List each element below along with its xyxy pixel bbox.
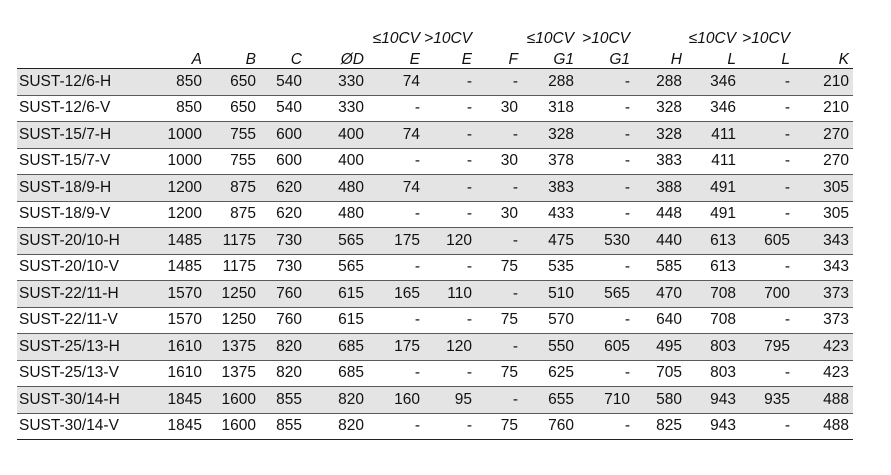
table-row [17,201,853,228]
condition-header: >10CV [424,30,472,47]
value-cell: 1570 [155,281,206,308]
value-cell: 1610 [155,360,206,387]
value-cell: 1375 [206,334,260,361]
value-cell: 943 [686,387,740,414]
value-cell: 305 [794,201,853,228]
value-cell: 175 [368,334,424,361]
value-cell: 943 [686,413,740,440]
value-cell: 1000 [155,148,206,175]
value-cell: 448 [634,201,686,228]
value-cell: 330 [306,69,368,96]
value-cell: 160 [368,387,424,414]
condition-header-row [17,28,853,47]
value-cell: 613 [686,254,740,281]
value-cell: 165 [368,281,424,308]
value-cell: - [476,122,522,149]
model-cell: SUST-12/6-V [17,95,155,122]
value-cell: - [424,122,476,149]
value-cell: 795 [740,334,794,361]
value-cell: - [578,254,634,281]
condition-header: >10CV [582,30,630,47]
value-cell: 710 [578,387,634,414]
table-row [17,148,853,175]
value-cell: 346 [686,95,740,122]
value-cell: 343 [794,228,853,255]
value-cell: 383 [522,175,578,202]
value-cell: 705 [634,360,686,387]
condition-header: >10CV [742,30,790,47]
table-row [17,122,853,149]
value-cell: 400 [306,148,368,175]
model-cell: SUST-22/11-V [17,307,155,334]
value-cell: - [578,413,634,440]
value-cell: 30 [476,148,522,175]
value-cell: 600 [260,122,306,149]
value-cell: - [368,413,424,440]
value-cell: 330 [306,95,368,122]
model-cell: SUST-15/7-V [17,148,155,175]
value-cell: 120 [424,334,476,361]
value-cell: 488 [794,387,853,414]
value-cell: 270 [794,148,853,175]
value-cell: - [740,148,794,175]
value-cell: - [578,69,634,96]
value-cell: 495 [634,334,686,361]
value-cell: 175 [368,228,424,255]
value-cell: 820 [260,334,306,361]
table-row [17,95,853,122]
value-cell: 346 [686,69,740,96]
value-cell: 565 [306,254,368,281]
table-row [17,334,853,361]
value-cell: 760 [522,413,578,440]
value-cell: 685 [306,360,368,387]
dimensions-table [17,28,853,440]
value-cell: 708 [686,281,740,308]
value-cell: 825 [634,413,686,440]
value-cell: - [578,122,634,149]
value-cell: 1845 [155,387,206,414]
value-cell: 565 [578,281,634,308]
value-cell: 1000 [155,122,206,149]
value-cell: - [368,201,424,228]
value-cell: 210 [794,69,853,96]
value-cell: 613 [686,228,740,255]
value-cell: 708 [686,307,740,334]
value-cell: - [368,95,424,122]
value-cell: 565 [306,228,368,255]
column-header: G1 [578,47,634,69]
value-cell: 491 [686,201,740,228]
value-cell: 875 [206,175,260,202]
value-cell: 730 [260,254,306,281]
model-cell: SUST-15/7-H [17,122,155,149]
value-cell: - [368,148,424,175]
value-cell: 440 [634,228,686,255]
value-cell: 110 [424,281,476,308]
value-cell: 820 [306,387,368,414]
value-cell: - [424,413,476,440]
column-header: ØD [306,47,368,69]
value-cell: 625 [522,360,578,387]
value-cell: 1200 [155,175,206,202]
value-cell: 1610 [155,334,206,361]
value-cell: - [476,228,522,255]
value-cell: 730 [260,228,306,255]
condition-header: ≤10CV [372,30,420,47]
model-cell: SUST-18/9-H [17,175,155,202]
value-cell: - [578,175,634,202]
value-cell: 803 [686,360,740,387]
value-cell: 530 [578,228,634,255]
value-cell: 655 [522,387,578,414]
value-cell: 75 [476,413,522,440]
value-cell: 75 [476,307,522,334]
value-cell: - [740,413,794,440]
model-cell: SUST-20/10-V [17,254,155,281]
value-cell: 850 [155,69,206,96]
value-cell: 850 [155,95,206,122]
value-cell: - [476,387,522,414]
value-cell: 288 [634,69,686,96]
value-cell: 328 [634,95,686,122]
value-cell: - [740,201,794,228]
value-cell: 585 [634,254,686,281]
value-cell: 875 [206,201,260,228]
value-cell: - [740,69,794,96]
column-header: G1 [522,47,578,69]
value-cell: 1600 [206,387,260,414]
value-cell: 120 [424,228,476,255]
column-header: H [634,47,686,69]
value-cell: - [424,69,476,96]
value-cell: - [578,201,634,228]
value-cell: 328 [634,122,686,149]
value-cell: 1375 [206,360,260,387]
value-cell: 580 [634,387,686,414]
value-cell: - [424,201,476,228]
value-cell: 755 [206,148,260,175]
table-row [17,175,853,202]
value-cell: - [424,175,476,202]
value-cell: 615 [306,307,368,334]
value-cell: 491 [686,175,740,202]
value-cell: 75 [476,360,522,387]
column-header: E [368,47,424,69]
value-cell: 620 [260,201,306,228]
value-cell: - [476,175,522,202]
value-cell: 288 [522,69,578,96]
value-cell: 600 [260,148,306,175]
value-cell: 373 [794,307,853,334]
model-cell: SUST-30/14-V [17,413,155,440]
table-row [17,69,853,96]
model-cell: SUST-25/13-V [17,360,155,387]
column-header: K [794,47,853,69]
value-cell: 373 [794,281,853,308]
value-cell: 510 [522,281,578,308]
value-cell: 400 [306,122,368,149]
value-cell: 640 [634,307,686,334]
value-cell: - [424,360,476,387]
condition-header: ≤10CV [688,30,736,47]
condition-header: ≤10CV [526,30,574,47]
value-cell: 488 [794,413,853,440]
value-cell: 318 [522,95,578,122]
value-cell: 755 [206,122,260,149]
value-cell: - [578,95,634,122]
value-cell: 803 [686,334,740,361]
value-cell: 378 [522,148,578,175]
value-cell: 75 [476,254,522,281]
column-header: B [206,47,260,69]
column-header: L [686,47,740,69]
value-cell: - [578,360,634,387]
value-cell: 1250 [206,307,260,334]
value-cell: 270 [794,122,853,149]
table-row [17,413,853,440]
value-cell: 760 [260,307,306,334]
value-cell: 760 [260,281,306,308]
value-cell: 433 [522,201,578,228]
value-cell: 74 [368,175,424,202]
value-cell: 855 [260,413,306,440]
value-cell: 550 [522,334,578,361]
value-cell: 388 [634,175,686,202]
table-row [17,228,853,255]
value-cell: 480 [306,175,368,202]
value-cell: 605 [578,334,634,361]
model-cell: SUST-12/6-H [17,69,155,96]
value-cell: 540 [260,69,306,96]
value-cell: - [578,148,634,175]
value-cell: 210 [794,95,853,122]
column-header: A [155,47,206,69]
value-cell: 615 [306,281,368,308]
value-cell: 1175 [206,254,260,281]
value-cell: 1485 [155,254,206,281]
value-cell: 423 [794,334,853,361]
value-cell: 411 [686,122,740,149]
table-row [17,254,853,281]
value-cell: - [740,307,794,334]
table-row [17,281,853,308]
column-header: E [424,47,476,69]
value-cell: - [424,307,476,334]
value-cell: 535 [522,254,578,281]
table-body [17,69,853,440]
value-cell: 855 [260,387,306,414]
value-cell: - [424,148,476,175]
value-cell: 1175 [206,228,260,255]
table-row [17,307,853,334]
column-header-row [17,47,853,69]
value-cell: 540 [260,95,306,122]
value-cell: 700 [740,281,794,308]
value-cell: 305 [794,175,853,202]
model-cell: SUST-18/9-V [17,201,155,228]
value-cell: 605 [740,228,794,255]
value-cell: 328 [522,122,578,149]
value-cell: - [476,334,522,361]
column-header: C [260,47,306,69]
value-cell: - [476,281,522,308]
value-cell: 30 [476,201,522,228]
value-cell: 475 [522,228,578,255]
value-cell: 650 [206,69,260,96]
value-cell: 383 [634,148,686,175]
value-cell: 423 [794,360,853,387]
value-cell: 1845 [155,413,206,440]
value-cell: 1200 [155,201,206,228]
value-cell: 570 [522,307,578,334]
value-cell: 470 [634,281,686,308]
model-cell: SUST-25/13-H [17,334,155,361]
value-cell: 74 [368,122,424,149]
value-cell: - [368,254,424,281]
value-cell: - [578,307,634,334]
model-cell: SUST-30/14-H [17,387,155,414]
value-cell: - [368,307,424,334]
table-row [17,387,853,414]
value-cell: - [424,95,476,122]
model-column-header [17,47,155,69]
value-cell: 620 [260,175,306,202]
value-cell: 343 [794,254,853,281]
value-cell: 1250 [206,281,260,308]
model-cell: SUST-22/11-H [17,281,155,308]
value-cell: - [740,360,794,387]
model-cell: SUST-20/10-H [17,228,155,255]
value-cell: 820 [306,413,368,440]
value-cell: 74 [368,69,424,96]
value-cell: - [476,69,522,96]
table-row [17,360,853,387]
value-cell: - [740,175,794,202]
value-cell: 95 [424,387,476,414]
value-cell: 30 [476,95,522,122]
value-cell: 411 [686,148,740,175]
column-header: F [476,47,522,69]
value-cell: - [740,122,794,149]
value-cell: 480 [306,201,368,228]
value-cell: 1600 [206,413,260,440]
value-cell: - [424,254,476,281]
value-cell: 685 [306,334,368,361]
value-cell: 650 [206,95,260,122]
value-cell: - [740,95,794,122]
value-cell: 1570 [155,307,206,334]
value-cell: 820 [260,360,306,387]
value-cell: 935 [740,387,794,414]
value-cell: - [740,254,794,281]
value-cell: - [368,360,424,387]
value-cell: 1485 [155,228,206,255]
column-header: L [740,47,794,69]
